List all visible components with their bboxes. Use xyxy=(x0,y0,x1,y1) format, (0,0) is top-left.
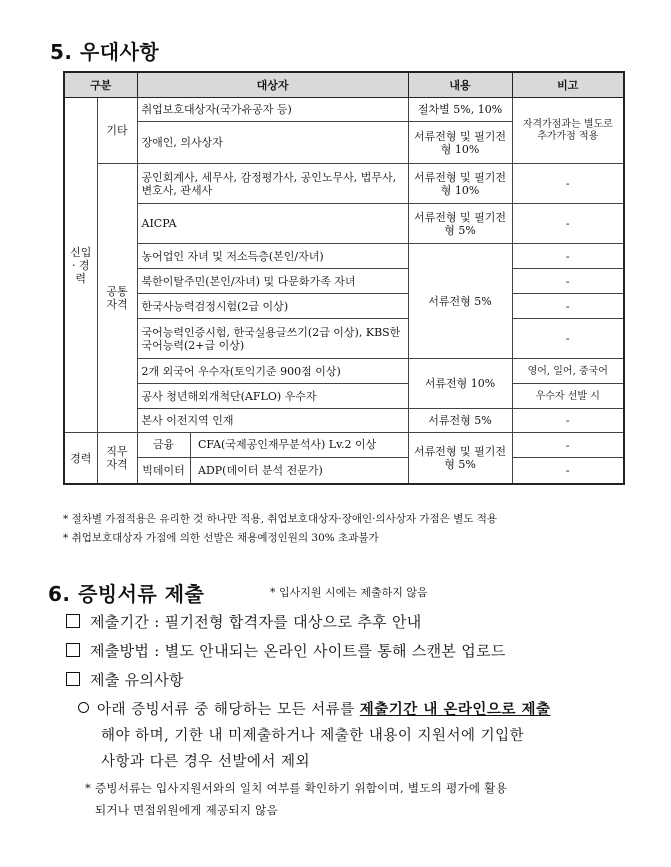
note-cell: - xyxy=(512,458,624,485)
checkbox-square-icon xyxy=(66,672,80,686)
content-cell: 서류전형 5% xyxy=(408,409,512,433)
note-cell: - xyxy=(512,269,624,294)
footnote-line: * 증빙서류는 입사지원서와의 일치 여부를 확인하기 위함이며, 별도의 평가에 활용 xyxy=(85,781,508,795)
target-cell: AICPA xyxy=(137,204,408,244)
table-row xyxy=(64,294,624,319)
note-cell: 자격가점과는 별도로 추가가점 적용 xyxy=(512,98,624,164)
table-row xyxy=(64,204,624,244)
note-cell: 우수자 선발 시 xyxy=(512,384,624,409)
table-row xyxy=(64,359,624,384)
table-row xyxy=(64,244,624,269)
circle-bullet-icon xyxy=(78,702,89,713)
field-label: 빅데이터 xyxy=(138,458,191,483)
target-cell: 본사 이전지역 인재 xyxy=(137,409,408,433)
target-cell xyxy=(137,433,408,458)
highlight-text: 제출기간 내 온라인으로 제출 xyxy=(359,702,551,718)
target-cell: 북한이탈주민(본인/자녀) 및 다문화가족 자녀 xyxy=(137,269,408,294)
note-cell: 영어, 일어, 중국어 xyxy=(512,359,624,384)
table-row xyxy=(64,269,624,294)
content-cell: 서류전형 5% xyxy=(408,244,512,359)
target-cell: 국어능력인증시험, 한국실용글쓰기(2급 이상), KBS한국어능력(2+급 이상) xyxy=(137,319,408,359)
preference-table xyxy=(63,71,625,485)
note-cell: - xyxy=(512,164,624,204)
target-cell: 공인회계사, 세무사, 감정평가사, 공인노무사, 법무사, 변호사, 관세사 xyxy=(137,164,408,204)
section-5-title: 5. 우대사항 xyxy=(50,40,160,64)
table-row xyxy=(64,384,624,409)
table-row xyxy=(64,98,624,122)
note-cell: - xyxy=(512,319,624,359)
content-cell: 절차별 5%, 10% xyxy=(408,98,512,122)
target-cell: 농어업인 자녀 및 저소득층(본인/자녀) xyxy=(137,244,408,269)
table-row xyxy=(64,409,624,433)
checkbox-square-icon xyxy=(66,614,80,628)
footnote-line: 되거나 면접위원에게 제공되지 않음 xyxy=(95,803,278,817)
note-cell: - xyxy=(512,204,624,244)
target-cell: 2개 외국어 우수자(토익기준 900점 이상) xyxy=(137,359,408,384)
table-row xyxy=(64,319,624,359)
content-cell: 서류전형 및 필기전형 10% xyxy=(408,164,512,204)
target-text: CFA(국제공인재무분석사) Lv.2 이상 xyxy=(198,438,377,451)
item-text: 제출 유의사항 xyxy=(90,671,184,689)
content-cell: 서류전형 및 필기전형 5% xyxy=(408,433,512,485)
header-content: 내용 xyxy=(408,72,512,98)
subcategory-job: 직무 자격 xyxy=(97,433,137,485)
content-cell: 서류전형 및 필기전형 10% xyxy=(408,122,512,164)
paragraph-line: 사항과 다른 경우 선발에서 제외 xyxy=(101,754,311,770)
note-line: * 절차별 가점적용은 유리한 것 하나만 적용, 취업보호대상자·장애인·의사상자 가점은 별도 적용 xyxy=(63,513,498,525)
paragraph-text: 아래 증빙서류 중 해당하는 모든 서류를 xyxy=(97,702,355,718)
target-cell: 한국사능력검정시험(2급 이상) xyxy=(137,294,408,319)
table-row xyxy=(64,164,624,204)
item-text: 제출방법 : 별도 안내되는 온라인 사이트를 통해 스캔본 업로드 xyxy=(90,642,506,660)
content-cell: 서류전형 10% xyxy=(408,359,512,409)
note-cell: - xyxy=(512,244,624,269)
item-text: 제출기간 : 필기전형 합격자를 대상으로 추후 안내 xyxy=(90,613,422,631)
category-career: 경력 xyxy=(64,433,97,485)
subcategory-etc: 기타 xyxy=(97,98,137,164)
list-item xyxy=(66,611,422,632)
table-notes xyxy=(63,510,497,548)
target-cell: 공사 청년해외개척단(AFLO) 우수자 xyxy=(137,384,408,409)
header-note: 비고 xyxy=(512,72,624,98)
table-header-row xyxy=(64,72,624,98)
table-row xyxy=(64,433,624,458)
section-6-note: * 입사지원 시에는 제출하지 않음 xyxy=(270,586,428,599)
target-cell xyxy=(137,458,408,485)
subcategory-common: 공통 자격 xyxy=(97,164,137,433)
target-cell: 취업보호대상자(국가유공자 등) xyxy=(137,98,408,122)
category-new-career: 신입 · 경력 xyxy=(64,98,97,433)
list-item xyxy=(66,669,184,690)
section-6-title: 6. 증빙서류 제출 xyxy=(48,582,205,606)
note-cell: - xyxy=(512,433,624,458)
content-cell: 서류전형 및 필기전형 5% xyxy=(408,204,512,244)
header-category: 구분 xyxy=(64,72,137,98)
paragraph-line xyxy=(78,698,551,719)
note-line: * 취업보호대상자 가점에 의한 선발은 채용예정인원의 30% 초과불가 xyxy=(63,532,379,544)
target-text: ADP(데이터 분석 전문가) xyxy=(198,464,323,477)
note-cell: - xyxy=(512,294,624,319)
header-target: 대상자 xyxy=(137,72,408,98)
note-cell: - xyxy=(512,409,624,433)
paragraph-line: 해야 하며, 기한 내 미제출하거나 제출한 내용이 지원서에 기입한 xyxy=(101,728,525,744)
table-row xyxy=(64,458,624,485)
field-label: 금융 xyxy=(138,433,191,457)
target-cell: 장애인, 의사상자 xyxy=(137,122,408,164)
checkbox-square-icon xyxy=(66,643,80,657)
list-item xyxy=(66,640,506,661)
